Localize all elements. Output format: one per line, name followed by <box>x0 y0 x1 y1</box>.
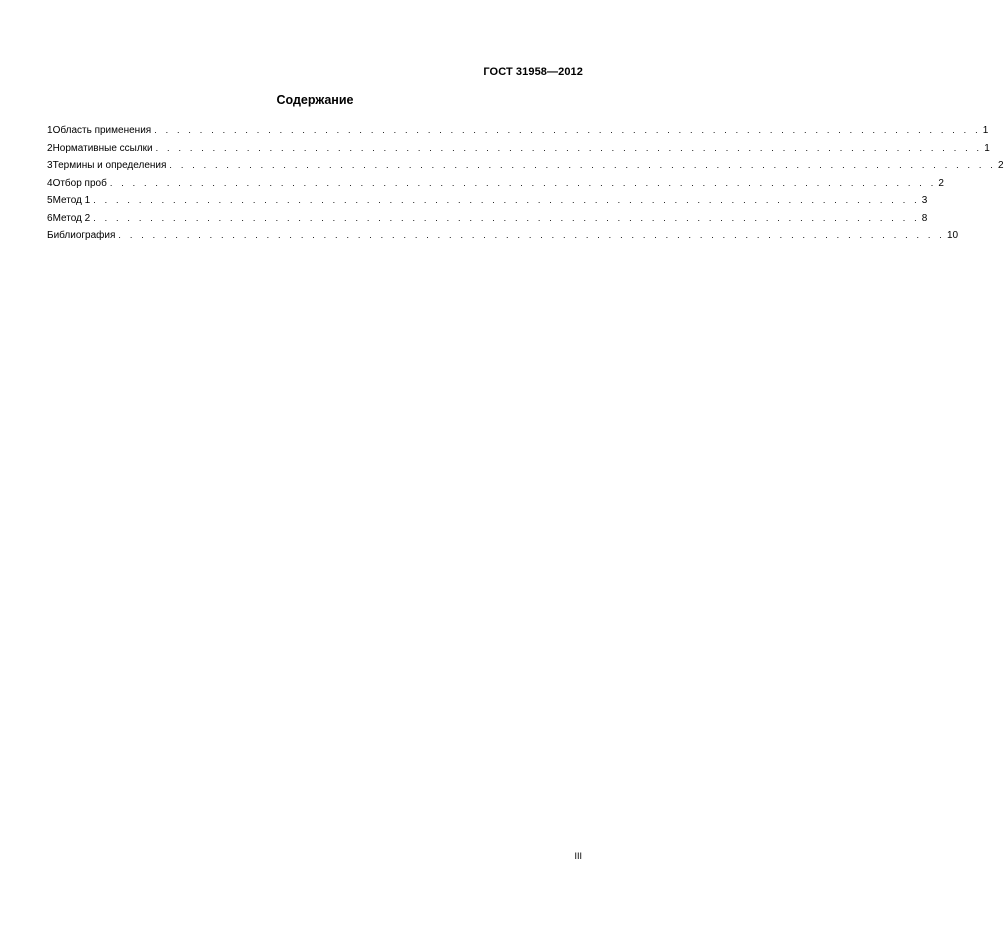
toc-entry[interactable] <box>47 192 928 210</box>
toc-entry-page: 8 <box>921 212 928 224</box>
toc-dot-leader: . . . . . . . . . . . . . . . . . . . . . . . . . . . . . . . . . . . . . . . . . . . . . . . . . . . . . . . . . . . . . . . . . . . . . . . . . <box>155 142 983 153</box>
toc-dot-leader: . . . . . . . . . . . . . . . . . . . . . . . . . . . . . . . . . . . . . . . . . . . . . . . . . . . . . . . . . . . . . . . . . . . . . . . . . <box>118 230 945 240</box>
toc-entry[interactable] <box>47 175 944 193</box>
toc-entry-label: Метод 1 <box>52 195 91 206</box>
toc-entry-number: 3 <box>47 160 53 171</box>
toc-entry-number: 6 <box>47 212 53 224</box>
toc-entry-number: 5 <box>47 195 53 206</box>
toc-dot-leader: . . . . . . . . . . . . . . . . . . . . . . . . . . . . . . . . . . . . . . . . . . . . . . . . . . . . . . . . . . . . . . . . . . . . . . . . . <box>93 195 920 205</box>
toc-entry-page: 2 <box>998 160 1004 171</box>
toc-entry-label: Область применения <box>52 125 152 136</box>
toc-entry-label: Метод 2 <box>52 212 91 224</box>
toc-entry[interactable] <box>47 227 959 245</box>
toc-dot-leader: . . . . . . . . . . . . . . . . . . . . . . . . . . . . . . . . . . . . . . . . . . . . . . . . . . . . . . . . . . . . . . . . . . . . . . . . . <box>169 160 996 170</box>
toc-entry-number: 1 <box>47 125 53 136</box>
toc-dot-leader: . . . . . . . . . . . . . . . . . . . . . . . . . . . . . . . . . . . . . . . . . . . . . . . . . . . . . . . . . . . . . . . . . . . . . . . . . <box>154 125 981 135</box>
toc-entry-number: 4 <box>47 177 53 189</box>
toc-entry-page: 3 <box>921 195 928 206</box>
toc-entry[interactable] <box>47 210 928 228</box>
table-of-contents <box>47 122 1004 245</box>
toc-entry-page: 10 <box>947 230 959 241</box>
page-number: III <box>574 851 582 861</box>
toc-entry-number: 2 <box>47 142 53 154</box>
toc-dot-leader: . . . . . . . . . . . . . . . . . . . . . . . . . . . . . . . . . . . . . . . . . . . . . . . . . . . . . . . . . . . . . . . . . . . . . . . . . <box>109 177 937 188</box>
toc-dot-leader: . . . . . . . . . . . . . . . . . . . . . . . . . . . . . . . . . . . . . . . . . . . . . . . . . . . . . . . . . . . . . . . . . . . . . . . . . <box>93 212 920 223</box>
toc-entry[interactable] <box>47 157 1004 175</box>
toc-entry-label: Термины и определения <box>52 160 167 171</box>
toc-entry[interactable] <box>47 122 989 140</box>
toc-entry-label: Нормативные ссылки <box>52 142 153 154</box>
toc-entry-label: Отбор проб <box>52 177 107 189</box>
toc-entry-page: 2 <box>938 177 944 189</box>
toc-entry-page: 1 <box>982 125 989 136</box>
toc-entry[interactable] <box>47 140 990 158</box>
toc-title: Содержание <box>276 93 354 107</box>
document-code: ГОСТ 31958—2012 <box>483 66 583 78</box>
toc-entry-page: 1 <box>984 142 990 154</box>
toc-entry-label: Библиография <box>47 230 116 241</box>
